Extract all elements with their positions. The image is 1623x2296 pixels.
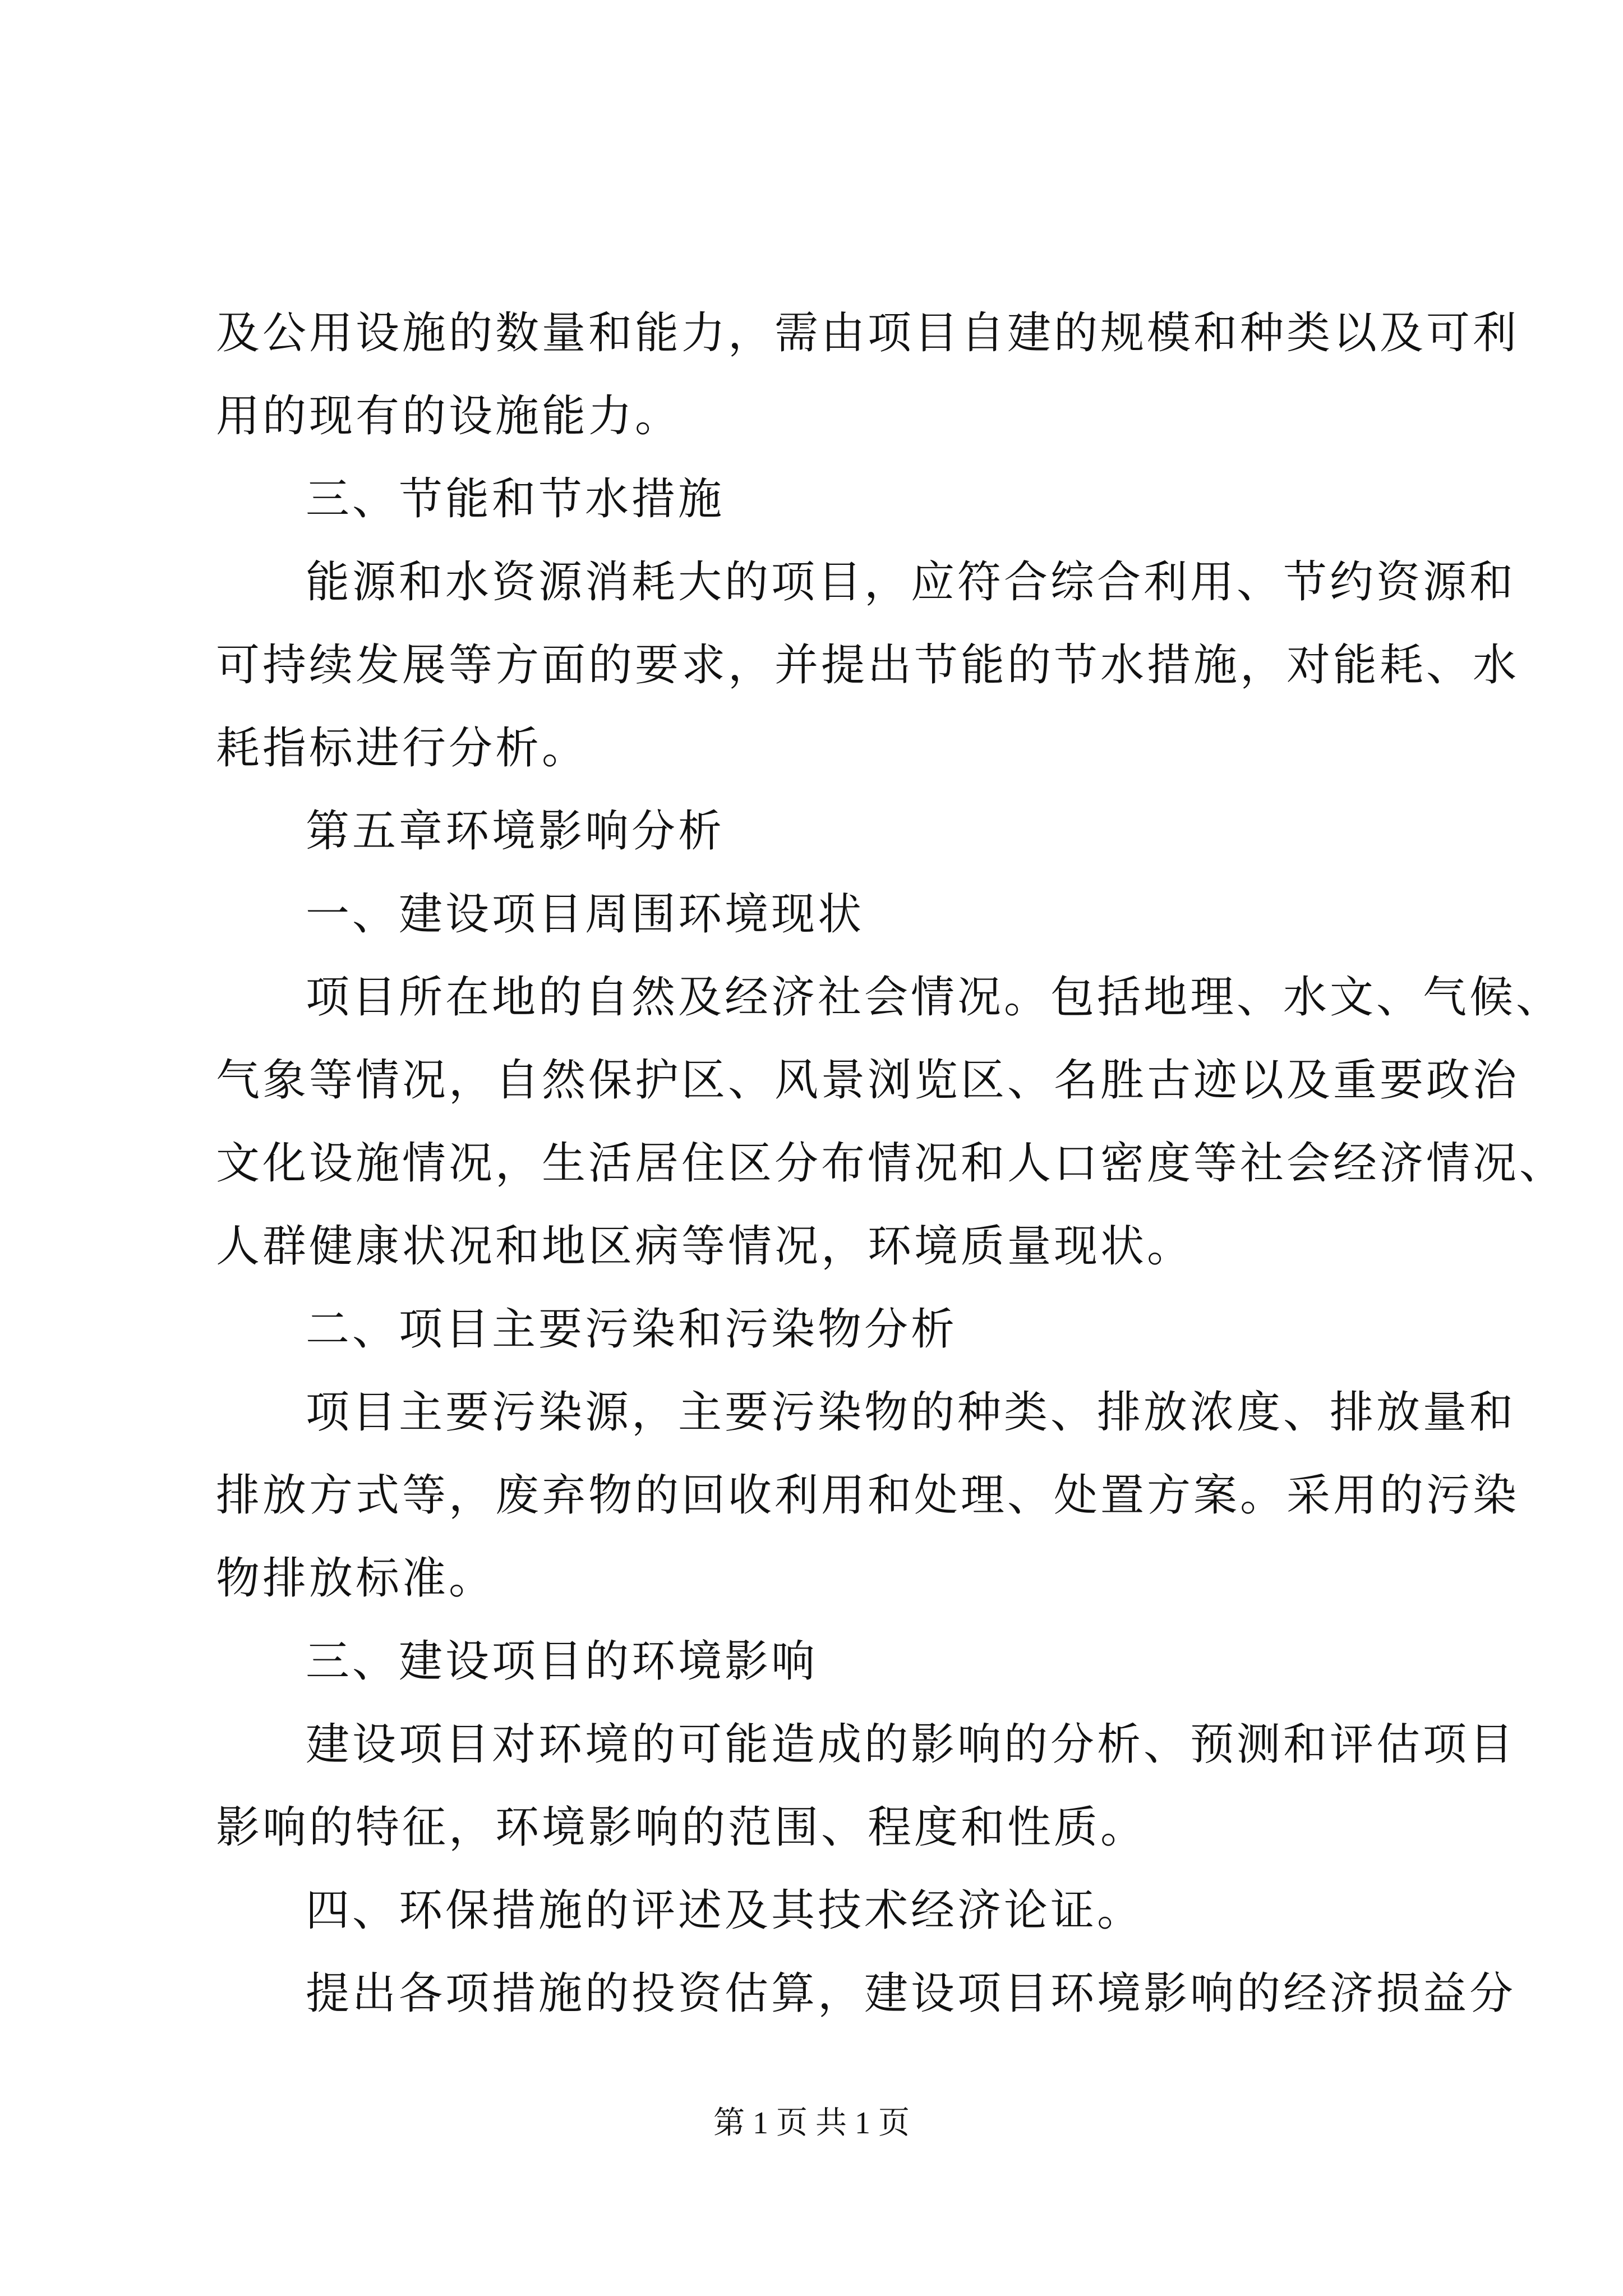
section-heading: 一、建设项目周围环境现状 [306,889,865,940]
section-heading: 二、项目主要污染和污染物分析 [306,1304,958,1355]
text-line: 可持续发展等方面的要求，并提出节能的节水措施，对能耗、水 [216,640,1520,691]
section-heading: 三、节能和节水措施 [306,474,725,524]
section-heading: 三、建设项目的环境影响 [306,1636,818,1687]
text-line: 文化设施情况，生活居住区分布情况和人口密度等社会经济情况、 [216,1138,1566,1189]
text-line: 项目主要污染源，主要污染物的种类、排放浓度、排放量和 [306,1387,1516,1438]
document-body [216,292,1566,2035]
text-line: 提出各项措施的投资估算，建设项目环境影响的经济损益分 [306,1968,1516,2019]
text-line: 及公用设施的数量和能力，需由项目自建的规模和种类以及可利 [216,308,1520,358]
text-line: 排放方式等，废弃物的回收利用和处理、处置方案。采用的污染 [216,1470,1520,1521]
text-line: 项目所在地的自然及经济社会情况。包括地理、水文、气候、 [306,972,1563,1023]
text-line: 用的现有的设施能力。 [216,391,682,441]
section-heading: 四、环保措施的评述及其技术经济论证。 [306,1885,1144,1936]
text-line: 影响的特征，环境影响的范围、程度和性质。 [216,1802,1147,1853]
text-line: 建设项目对环境的可能造成的影响的分析、预测和评估项目 [306,1719,1516,1770]
chapter-heading: 第五章环境影响分析 [306,806,725,857]
page-number-footer: 第 1 页 共 1 页 [713,2106,910,2141]
text-line: 物排放标准。 [216,1553,496,1604]
text-line: 耗指标进行分析。 [216,723,589,774]
text-line: 人群健康状况和地区病等情况，环境质量现状。 [216,1221,1194,1272]
text-line: 能源和水资源消耗大的项目，应符合综合利用、节约资源和 [306,557,1516,608]
text-line: 气象等情况，自然保护区、风景浏览区、名胜古迹以及重要政治 [216,1055,1520,1106]
